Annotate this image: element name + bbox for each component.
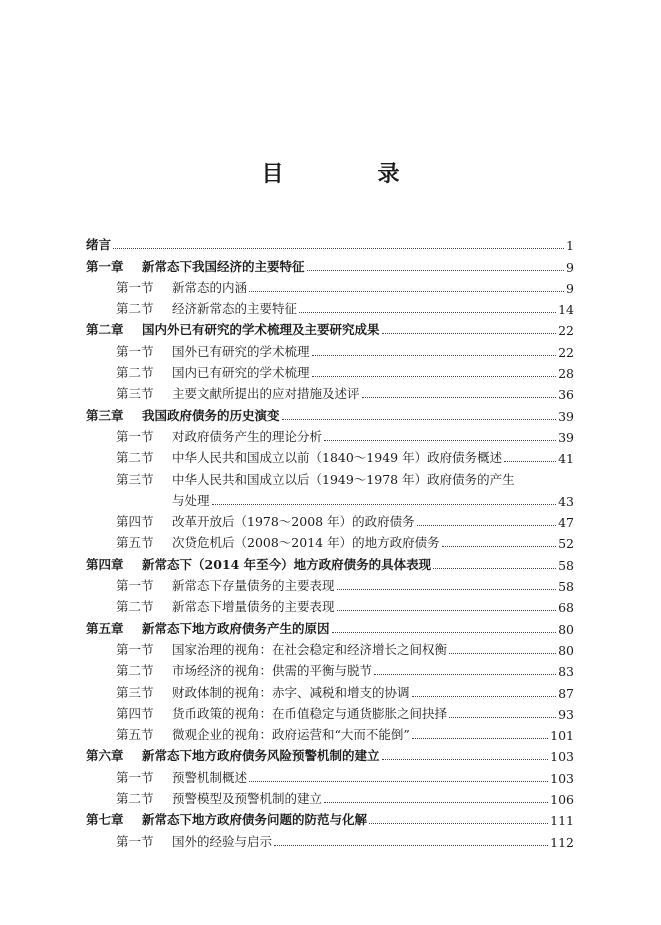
toc-page-number: 93 (558, 706, 574, 722)
toc-entry-title: 国外已有研究的学术梳理 (172, 343, 310, 359)
toc-entry-number: 第一节 (116, 769, 154, 785)
toc-chapter-entry[interactable] (86, 615, 574, 636)
toc-entry-number: 第五章 (86, 620, 124, 636)
dot-leader (299, 312, 556, 313)
dot-leader (324, 440, 556, 441)
toc-entry-number: 第三节 (116, 684, 154, 700)
toc-section-entry[interactable] (86, 488, 574, 509)
toc-page-number: 39 (558, 408, 574, 424)
dot-leader (369, 823, 548, 824)
dot-leader (442, 546, 556, 547)
toc-entry-title: 经济新常态的主要特征 (172, 301, 298, 317)
toc-page-number: 47 (558, 515, 574, 531)
toc-section-entry[interactable] (86, 530, 574, 551)
toc-page-number: 41 (558, 451, 574, 467)
toc-section-entry[interactable] (86, 573, 574, 594)
toc-entry-title: 国内已有研究的学术梳理 (172, 365, 310, 381)
dot-leader (282, 419, 557, 420)
toc-page-number: 80 (558, 642, 574, 658)
dot-leader (113, 248, 564, 249)
toc-entry-title: 预警机制概述 (172, 769, 248, 785)
toc-entry-title: 与处理 (172, 492, 210, 508)
toc-entry-number: 第二节 (116, 599, 154, 615)
toc-section-entry[interactable] (86, 509, 574, 530)
toc-entry-number: 第三节 (116, 471, 154, 487)
toc-chapter-entry[interactable] (86, 402, 574, 423)
toc-entry-title: 新常态下地方政府债务风险预警机制的建立 (142, 748, 380, 764)
dot-leader (324, 802, 548, 803)
toc-entry-number: 第二节 (116, 791, 154, 807)
toc-page-number: 9 (566, 280, 574, 296)
dot-leader (417, 525, 556, 526)
toc-entry-number: 第五节 (116, 535, 154, 551)
toc-entry-number: 第一节 (116, 343, 154, 359)
toc-chapter-entry[interactable] (86, 807, 574, 828)
toc-section-entry[interactable] (86, 637, 574, 658)
toc-chapter-entry[interactable] (86, 232, 574, 253)
dot-leader (212, 504, 557, 505)
toc-entry-number: 第一章 (86, 258, 124, 274)
toc-section-entry[interactable] (86, 722, 574, 743)
toc-entry-title: 国内外已有研究的学术梳理及主要研究成果 (142, 322, 380, 338)
dot-leader (307, 270, 565, 271)
dot-leader (449, 717, 556, 718)
dot-leader (249, 291, 564, 292)
toc-page-number: 112 (550, 834, 574, 850)
toc-title: 目 录 (261, 161, 436, 187)
toc-entry-title: 中华人民共和国成立以后（1949～1978 年）政府债务的产生 (172, 471, 515, 487)
toc-page-number: 22 (558, 344, 574, 360)
toc-entry-title: 新常态的内涵 (172, 279, 248, 295)
toc-page-number: 9 (566, 259, 574, 275)
toc-entry-number: 第一节 (116, 833, 154, 849)
dot-leader (382, 333, 557, 334)
toc-entry-title: 新常态下我国经济的主要特征 (142, 258, 305, 274)
toc-entry-title: 改革开放后（1978～2008 年）的政府债务 (172, 514, 415, 530)
dot-leader (312, 376, 557, 377)
toc-page-number: 103 (550, 749, 574, 765)
dot-leader (433, 568, 556, 569)
toc-page-number: 103 (550, 770, 574, 786)
toc-section-entry[interactable] (86, 658, 574, 679)
toc-entry-number: 第二章 (86, 322, 124, 338)
toc-chapter-entry[interactable] (86, 551, 574, 572)
toc-entry-title: 国家治理的视角：在社会稳定和经济增长之间权衡 (172, 641, 448, 657)
toc-section-entry[interactable] (86, 594, 574, 615)
toc-entry-number: 第一节 (116, 641, 154, 657)
dot-leader (274, 845, 548, 846)
toc-entry-number: 第四章 (86, 556, 124, 572)
toc-page-number: 83 (558, 664, 574, 680)
dot-leader (249, 781, 548, 782)
toc-section-entry[interactable] (86, 828, 574, 849)
toc-entry-number: 第二节 (116, 365, 154, 381)
toc-entry-title: 市场经济的视角：供需的平衡与脱节 (172, 663, 373, 679)
toc-entry-title: 主要文献所提出的应对措施及述评 (172, 386, 360, 402)
toc-entry-title: 货币政策的视角：在币值稳定与通货膨胀之间抉择 (172, 705, 448, 721)
toc-page-number: 101 (550, 728, 574, 744)
toc-entry-number: 第二节 (116, 301, 154, 317)
dot-leader (374, 674, 556, 675)
toc-page-number: 39 (558, 429, 574, 445)
toc-section-entry[interactable] (86, 296, 574, 317)
toc-page-number: 106 (550, 792, 574, 808)
toc-entry-number: 第四节 (116, 705, 154, 721)
toc-entry-number: 第二节 (116, 663, 154, 679)
toc-entry-title: 我国政府债务的历史演变 (142, 407, 280, 423)
toc-section-entry[interactable] (86, 679, 574, 700)
toc-page-number: 1 (566, 238, 574, 254)
toc-entry-number: 第二节 (116, 450, 154, 466)
toc-entry-title: 新常态下存量债务的主要表现 (172, 578, 335, 594)
toc-page-number: 36 (558, 387, 574, 403)
dot-leader (337, 610, 557, 611)
dot-leader (362, 397, 557, 398)
toc-page-number: 111 (550, 813, 574, 829)
dot-leader (449, 653, 556, 654)
toc-entry-title: 对政府债务产生的理论分析 (172, 428, 323, 444)
toc-entry-title: 新常态下（2014 年至今）地方政府债务的具体表现 (142, 556, 432, 572)
toc-page-number: 52 (558, 536, 574, 552)
toc-page-number: 43 (558, 493, 574, 509)
dot-leader (412, 738, 548, 739)
toc-chapter-entry[interactable] (86, 253, 574, 274)
toc-entry-number: 第三节 (116, 386, 154, 402)
toc-page-number: 58 (558, 557, 574, 573)
toc-entry-number: 第一节 (116, 428, 154, 444)
toc-chapter-entry[interactable] (86, 743, 574, 764)
dot-leader (412, 696, 557, 697)
toc-section-entry[interactable] (86, 701, 574, 722)
toc-entry-number: 第五节 (116, 727, 154, 743)
dot-leader (312, 355, 557, 356)
toc-page-number: 22 (558, 323, 574, 339)
toc-entry-title: 绪言 (86, 237, 112, 253)
toc-entry-title: 财政体制的视角：赤字、减税和增支的协调 (172, 684, 410, 700)
table-of-contents (86, 232, 574, 850)
dot-leader (332, 632, 557, 633)
toc-page-number: 68 (558, 600, 574, 616)
toc-entry-title: 新常态下地方政府债务问题的防范与化解 (142, 812, 368, 828)
toc-page-number: 80 (558, 621, 574, 637)
toc-entry-number: 第四节 (116, 514, 154, 530)
dot-leader (382, 759, 549, 760)
toc-entry-number: 第一节 (116, 578, 154, 594)
toc-section-entry[interactable] (86, 275, 574, 296)
toc-section-entry[interactable] (86, 424, 574, 445)
toc-section-entry[interactable] (86, 786, 574, 807)
toc-section-entry[interactable] (86, 360, 574, 381)
toc-entry-title: 新常态下地方政府债务产生的原因 (142, 620, 330, 636)
toc-section-entry[interactable] (86, 381, 574, 402)
toc-section-entry[interactable] (86, 445, 574, 466)
toc-page-number: 28 (558, 366, 574, 382)
toc-section-entry[interactable] (86, 466, 574, 487)
toc-chapter-entry[interactable] (86, 317, 574, 338)
toc-entry-title: 中华人民共和国成立以前（1840～1949 年）政府债务概述 (172, 450, 503, 466)
dot-leader (337, 589, 557, 590)
toc-entry-title: 新常态下增量债务的主要表现 (172, 599, 335, 615)
toc-entry-number: 第三章 (86, 407, 124, 423)
toc-section-entry[interactable] (86, 338, 574, 359)
toc-entry-number: 第七章 (86, 812, 124, 828)
toc-page-number: 58 (558, 579, 574, 595)
toc-page-number: 14 (558, 302, 574, 318)
toc-page-number: 87 (558, 685, 574, 701)
toc-entry-number: 第一节 (116, 279, 154, 295)
toc-entry-title: 预警模型及预警机制的建立 (172, 791, 323, 807)
toc-entry-title: 国外的经验与启示 (172, 833, 273, 849)
toc-entry-title: 次贷危机后（2008～2014 年）的地方政府债务 (172, 535, 440, 551)
toc-entry-title: 微观企业的视角：政府运营和“大而不能倒” (172, 727, 410, 743)
toc-section-entry[interactable] (86, 764, 574, 785)
toc-entry-number: 第六章 (86, 748, 124, 764)
dot-leader (504, 461, 556, 462)
